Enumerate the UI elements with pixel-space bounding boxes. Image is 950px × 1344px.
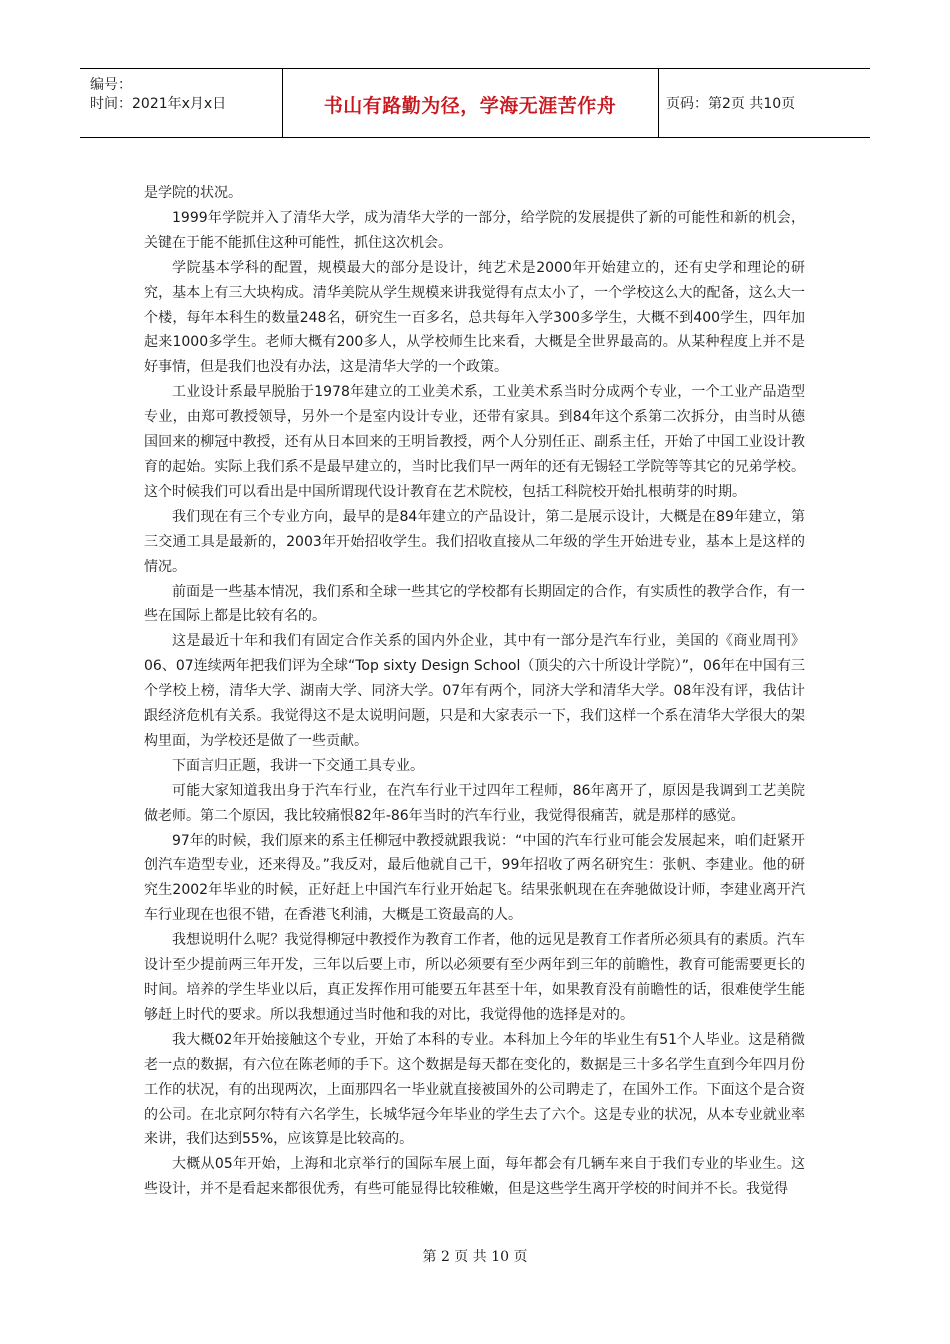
paragraph: 我们现在有三个专业方向，最早的是84年建立的产品设计，第二是展示设计，大概是在89年建立，第三交通工具是最新的，2003年开始招收学生。我们招收直接从二年级的学生开始进专业，基本上是这样的情况。 [144, 508, 805, 575]
header-motto-cell [282, 69, 659, 137]
paragraph: 是学院的状况。 [144, 185, 242, 201]
header-page-cell [658, 69, 870, 137]
paragraph: 下面言归正题，我讲一下交通工具专业。 [172, 757, 424, 774]
header-page-label: 页码：第2页 共10页 [666, 96, 796, 112]
time-label: 时间：2021年x月x日 [90, 96, 227, 112]
paragraph: 学院基本学科的配置，规模最大的部分是设计，纯艺术是2000年开始建立的，还有史学和理论的研究，基本上有三大块构成。清华美院从学生规模来讲我觉得有点太小了，一个学校这么大的配备，这么大一个楼，每年本科生的数量248名，研究生一百多名，总共每年入学300多学生，大概不到400学生，四年加起来1000多学生。老师大概有200多人，从学校师生比来看，大概是全世界最高的。从某种程度上并不是好事情，但是我们也没有办法，这是清华大学的一个政策。 [144, 259, 805, 376]
serial-label: 编号： [90, 77, 132, 93]
page-footer-number: 第 2 页 共 10 页 [422, 1249, 528, 1265]
motto-text: 书山有路勤为径，学海无涯苦作舟 [323, 95, 617, 117]
paragraph: 这是最近十年和我们有固定合作关系的国内外企业，其中有一部分是汽车行业，美国的《商业周刊》06、07连续两年把我们评为全球“Top sixty Design School（顶尖的六十所设计学院）”，06年在中国有三个学校上榜，清华大学、湖南大学、同济大学。07年有两个，同济大学和清华大学。08年没有评，我估计跟经济危机有关系。我觉得这不是太说明问题，只是和大家表示一下，我们这样一个系在清华大学很大的架构里面，为学校还是做了一些贡献。 [144, 633, 805, 749]
page-header [80, 68, 870, 138]
document-body [144, 181, 805, 1202]
paragraph: 工业设计系最早脱胎于1978年建立的工业美术系，工业美术系当时分成两个专业，一个工业产品造型专业，由郑可教授领导，另外一个是室内设计专业，还带有家具。到84年这个系第二次拆分，由当时从德国回来的柳冠中教授，还有从日本回来的王明旨教授，两个人分别任正、副系主任，开始了中国工业设计教育的起始。实际上我们系不是最早建立的，当时比我们早一两年的还有无锡轻工学院等等其它的兄弟学校。这个时候我们可以看出是中国所谓现代设计教育在艺术院校，包括工科院校开始扎根萌芽的时期。 [144, 384, 805, 500]
paragraph: 1999年学院并入了清华大学，成为清华大学的一部分，给学院的发展提供了新的可能性和新的机会，关键在于能不能抓住这种可能性，抓住这次机会。 [144, 209, 805, 251]
paragraph: 大概从05年开始，上海和北京举行的国际车展上面，每年都会有几辆车来自于我们专业的毕业生。这些设计，并不是看起来都很优秀，有些可能显得比较稚嫩，但是这些学生离开学校的时间并不长。我觉得 [144, 1156, 805, 1198]
paragraph: 前面是一些基本情况，我们系和全球一些其它的学校都有长期固定的合作，有实质性的教学合作，有一些在国际上都是比较有名的。 [144, 583, 805, 625]
paragraph: 我想说明什么呢？我觉得柳冠中教授作为教育工作者，他的远见是教育工作者所必须具有的素质。汽车设计至少提前两三年开发，三年以后要上市，所以必须要有至少两年到三年的前瞻性，教育可能需要更长的时间。培养的学生毕业以后，真正发挥作用可能要五年甚至十年，如果教育没有前瞻性的话，很难使学生能够赶上时代的要求。所以我想通过当时他和我的对比，我觉得他的选择是对的。 [144, 932, 805, 1023]
paragraph: 我大概02年开始接触这个专业，开始了本科的专业。本科加上今年的毕业生有51个人毕业。这是稍微老一点的数据，有六位在陈老师的手下。这个数据是每天都在变化的，数据是三十多名学生直到今年四月份工作的状况，有的出现两次，上面那四名一毕业就直接被国外的公司聘走了，在国外工作。下面这个是合资的公司。在北京阿尔特有六名学生，长城华冠今年毕业的学生去了六个。这是专业的状况，从本专业就业率来讲，我们达到55%，应该算是比较高的。 [144, 1031, 805, 1148]
paragraph: 可能大家知道我出身于汽车行业，在汽车行业干过四年工程师，86年离开了，原因是我调到工艺美院做老师。第二个原因，我比较痛恨82年-86年当时的汽车行业，我觉得很痛苦，就是那样的感觉。 [144, 782, 805, 824]
header-info-cell [80, 69, 283, 137]
paragraph: 97年的时候，我们原来的系主任柳冠中教授就跟我说：“中国的汽车行业可能会发展起来，咱们赶紧开创汽车造型专业，还来得及。”我反对，最后他就自己干，99年招收了两名研究生：张帆、李建业。他的研究生2002年毕业的时候，正好赶上中国汽车行业开始起飞。结果张帆现在在奔驰做设计师，李建业离开汽车行业现在也很不错，在香港飞利浦，大概是工资最高的人。 [144, 832, 805, 924]
